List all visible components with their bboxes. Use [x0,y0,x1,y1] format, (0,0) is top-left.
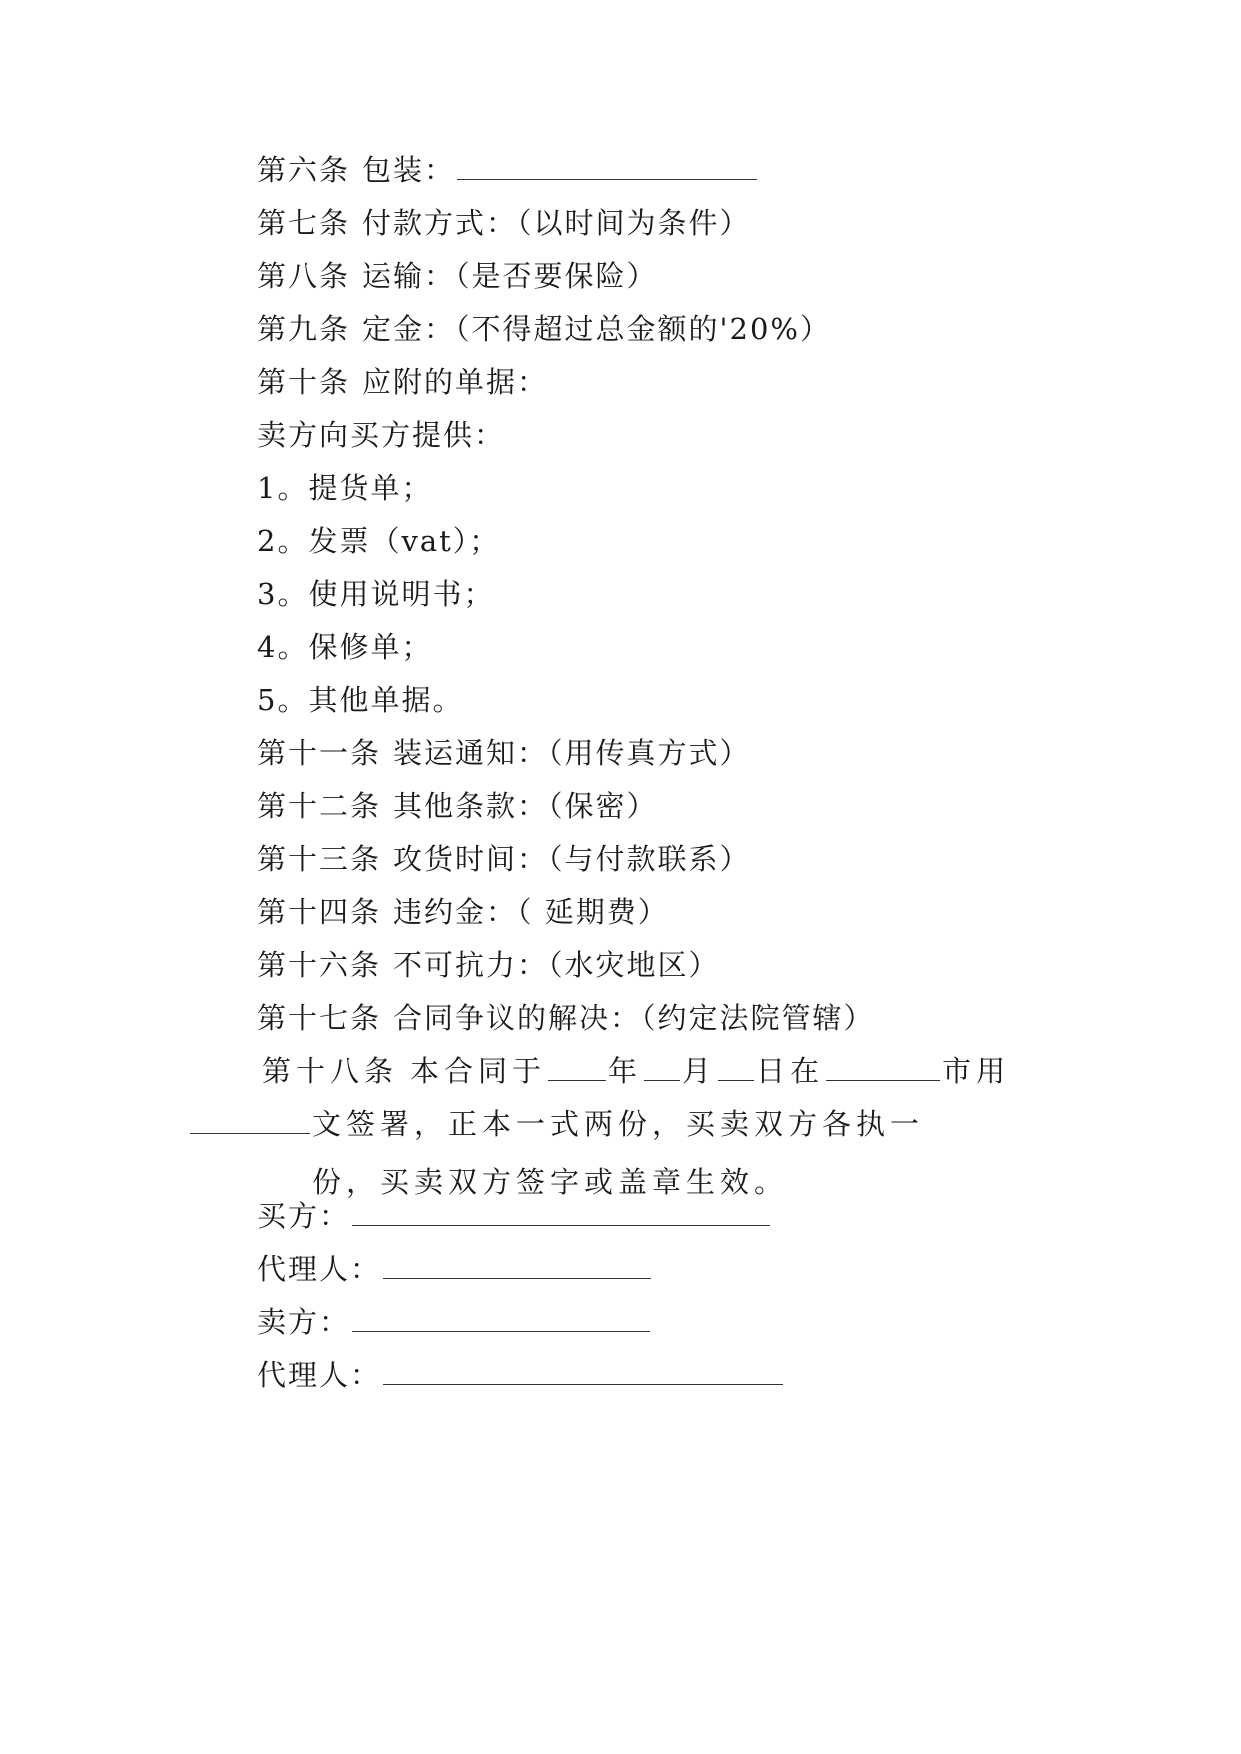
article-label: 第八条 [257,259,351,293]
signature-blank[interactable] [352,1199,770,1226]
article-label: 第十三条 [257,842,382,876]
article-text: 付款方式：（以时间为条件） [362,206,751,240]
article-text: 应附的单据： [362,365,549,399]
article-13 [257,839,751,879]
article-text: 其他条款：（保密） [393,789,658,823]
seller-signature [257,1302,652,1342]
year-blank[interactable] [548,1054,606,1081]
article-11 [257,733,751,773]
article-12 [257,786,658,826]
article-10 [257,362,548,402]
article-label: 第十条 [257,365,351,399]
document-item: 3。使用说明书； [257,577,495,611]
year-text: 年 [608,1054,643,1088]
month-text: 月 [682,1054,717,1088]
signature-blank[interactable] [383,1358,783,1385]
seller-provides-heading: 卖方向买方提供： [257,418,506,452]
buyer-agent-signature [257,1249,653,1289]
article-label: 第十一条 [257,736,382,770]
article-label: 第九条 [257,312,351,346]
article-text: 不可抗力：（水灾地区） [393,948,720,982]
article-label: 第十二条 [257,789,382,823]
city-text: 市用 [942,1054,1011,1088]
document-item: 4。保修单； [257,630,433,664]
article-label: 第十六条 [257,948,382,982]
signature-label: 代理人： [257,1252,382,1286]
article-16 [257,945,720,985]
document-item: 1。提货单； [257,471,433,505]
month-blank[interactable] [644,1054,680,1081]
signature-blank[interactable] [352,1305,650,1332]
article-text: 本合同于 [410,1054,547,1088]
buyer-signature [257,1196,772,1236]
city-blank[interactable] [826,1054,940,1081]
article-17 [257,998,875,1038]
seller-agent-signature [257,1355,785,1395]
article-18-first-line [262,1051,1010,1091]
article-label: 第六条 [257,153,351,187]
article-text: 运输：（是否要保险） [362,259,658,293]
article-label: 第十四条 [257,895,382,929]
article-label: 第十八条 [262,1054,399,1088]
day-text: 日在 [756,1054,825,1088]
signature-label: 买方： [257,1199,351,1233]
language-blank[interactable] [190,1107,310,1134]
document-item: 2。发票（vat）； [257,524,501,558]
article-text: 定金：（不得超过总金额的'20%） [362,312,831,346]
document-item: 5。其他单据。 [257,683,464,717]
article-text: 包装： [362,153,456,187]
article-6 [257,150,759,190]
article-14 [257,892,669,932]
article-text: 装运通知：（用传真方式） [393,736,751,770]
article-label: 第七条 [257,206,351,240]
article-text: 文签署，正本一式两份，买卖双方各执一份，买卖双方签字或盖章生效。 [312,1107,925,1199]
article-text: 合同争议的解决：（约定法院管辖） [393,1001,875,1035]
blank-line[interactable] [457,153,757,180]
day-blank[interactable] [718,1054,754,1081]
article-9 [257,309,831,349]
article-label: 第十七条 [257,1001,382,1035]
article-text: 违约金：（ 延期费） [393,895,669,929]
signature-label: 代理人： [257,1358,382,1392]
article-18-second-line [188,1104,952,1199]
signature-label: 卖方： [257,1305,351,1339]
signature-blank[interactable] [383,1252,651,1279]
article-text: 攻货时间：（与付款联系） [393,842,751,876]
article-7 [257,203,751,243]
article-8 [257,256,658,296]
